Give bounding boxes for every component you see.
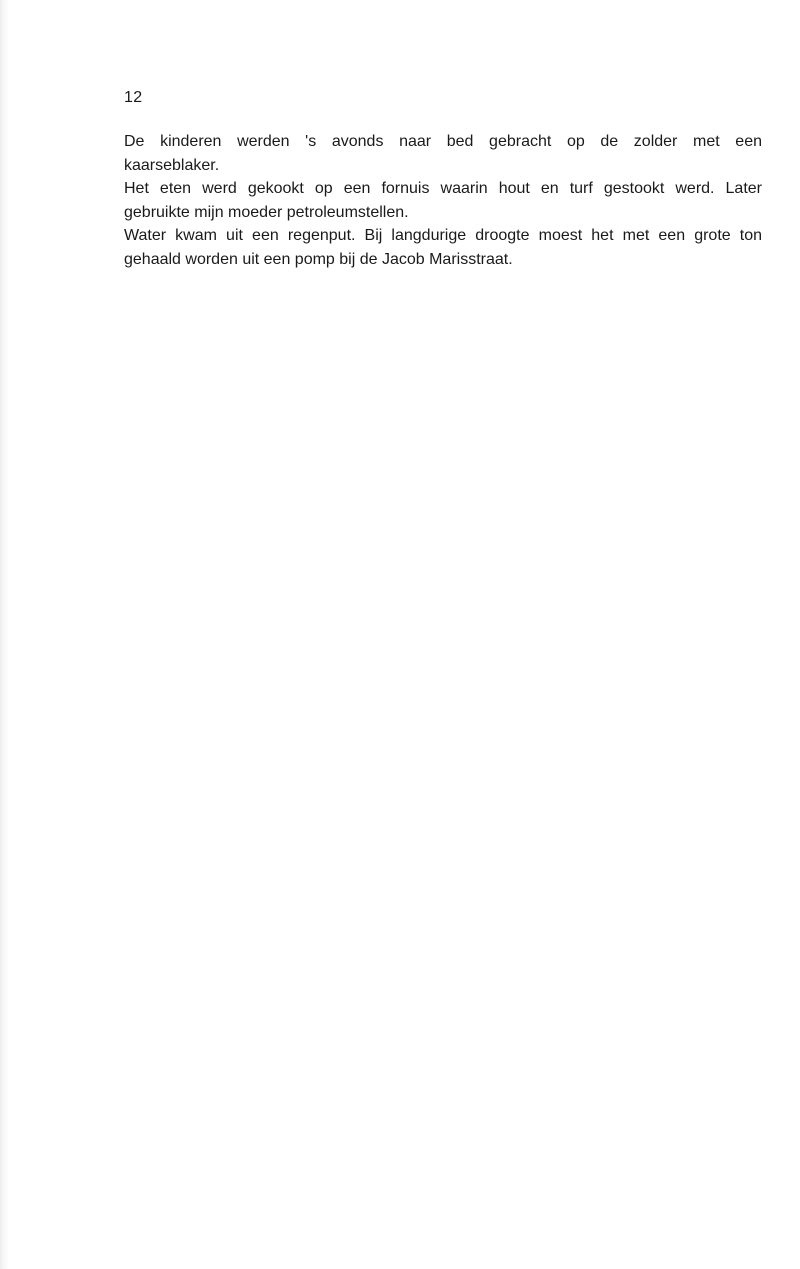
text-line: gebruikte mijn moeder petroleumstellen. (124, 203, 409, 221)
text-line: kaarseblaker. (124, 156, 220, 174)
text-line: gehaald worden uit een pomp bij de Jacob Marisstraat. (124, 250, 513, 268)
page-edge-shadow (0, 0, 9, 1269)
page-number: 12 (124, 89, 143, 106)
body-text (124, 130, 762, 272)
text-line: Het eten werd gekookt op een fornuis waarin hout en turf gestookt werd. Later (124, 180, 762, 198)
text-line: Water kwam uit een regenput. Bij langdurige droogte moest het met een grote ton (124, 227, 762, 245)
text-line: De kinderen werden 's avonds naar bed gebracht op de zolder met een (124, 133, 762, 150)
